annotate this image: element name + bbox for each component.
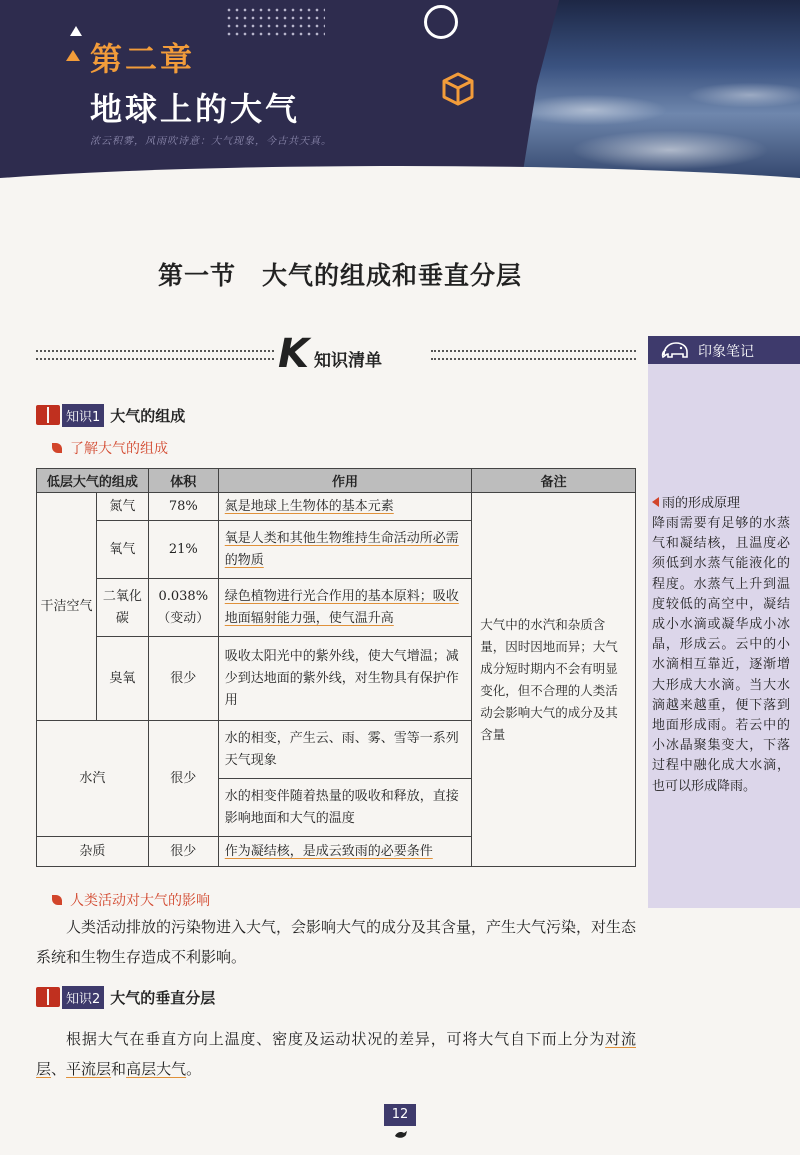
section-name: 大气的组成和垂直分层 [262, 261, 523, 290]
book-icon [36, 405, 60, 425]
knowledge1-header [36, 404, 185, 426]
note-cell: 大气中的水汽和杂质含量，因时因地而异；大气成分短时期内不会有明显变化，但不合理的人类活动会影响大气的成分及其含量 [472, 493, 636, 867]
volume-value: 0.038% [158, 588, 209, 604]
paragraph-text: 根据大气在垂直方向上温度、密度及运动状况的差异，可将大气自下而上分为 [66, 1030, 606, 1048]
header-cell: 低层大气的组成 [37, 469, 149, 493]
effect-cell: 水的相变，产生云、雨、雾、雪等一系列天气现象 [218, 721, 472, 779]
chapter-header [0, 0, 800, 190]
effect-text: 氮是地球上生物体的基本元素 [224, 498, 394, 514]
component-cell: 氧气 [96, 521, 148, 579]
triangle-marker-icon [652, 497, 659, 507]
knowledge1-tag: 知识1 [62, 404, 104, 427]
vertical-layer-paragraph [36, 1024, 636, 1084]
banner-label: 知识清单 [314, 351, 382, 371]
header-cell: 作用 [218, 469, 472, 493]
effect-cell: 水的相变伴随着热量的吸收和释放，直接影响地面和大气的温度 [218, 779, 472, 837]
layer-term: 平流层 [66, 1060, 112, 1078]
banner-letter: K [278, 331, 309, 377]
volume-cell: 很少 [148, 837, 218, 867]
bird-icon [394, 1128, 408, 1140]
page-number: 12 [384, 1104, 416, 1126]
effect-text: 绿色植物进行光合作用的基本原料；吸收地面辐射能力强，使气温升高 [224, 588, 459, 626]
section-title [0, 256, 680, 292]
subheading-text: 人类活动对大气的影响 [70, 893, 210, 909]
human-impact-paragraph: 人类活动排放的污染物进入大气，会影响大气的成分及其含量，产生大气污染，对生态系统和生物生存造成不利影响。 [36, 918, 637, 966]
cube-icon [442, 72, 474, 106]
effect-cell [218, 493, 472, 521]
knowledge2-header [36, 986, 215, 1008]
effect-text: 作为凝结核，是成云致雨的必要条件 [224, 843, 433, 859]
dotted-divider [431, 350, 636, 360]
book-icon [36, 987, 60, 1007]
group-cell: 干洁空气 [37, 493, 97, 721]
chapter-subtitle: 浓云积雾，风雨吹诗意：大气现象，今古共天真。 [90, 136, 332, 147]
atmosphere-composition-table [36, 468, 636, 867]
component-cell: 杂质 [37, 837, 149, 867]
layer-term: 对流层 [36, 1030, 636, 1078]
chapter-number: 第二章 [90, 40, 196, 78]
component-cell: 水汽 [37, 721, 149, 837]
knowledge1-subheading [52, 438, 168, 458]
chapter-title: 地球上的大气 [90, 90, 301, 128]
dotted-divider [36, 350, 274, 360]
component-cell: 臭氧 [96, 637, 148, 721]
component-cell: 氮气 [96, 493, 148, 521]
header-cell: 体积 [148, 469, 218, 493]
volume-cell: 很少 [148, 721, 218, 837]
effect-cell [218, 521, 472, 579]
header-cell: 备注 [472, 469, 636, 493]
component-cell: 二氧化碳 [96, 579, 148, 637]
effect-cell [218, 837, 472, 867]
knowledge1-subheading [52, 890, 210, 910]
volume-cell: 很少 [148, 637, 218, 721]
separator: 。 [186, 1060, 202, 1078]
effect-cell: 吸收太阳光中的紫外线，使大气增温；减少到达地面的紫外线，对生物具有保护作用 [218, 637, 472, 721]
effect-cell [218, 579, 472, 637]
side-note-body: 降雨需要有足够的水蒸气和凝结核，且温度必须低到水蒸气能液化的程度。水蒸气上升到温度较低的高空中，凝结成小水滴或凝华成小冰晶，形成云。云中的小水滴相互靠近，逐渐增大形成大水滴。当大水滴越来越重，便下落到地面形成雨。若云中的小冰晶聚集变大，下落过程中融化成大水滴，也可以形成降雨。 [652, 516, 790, 794]
side-note-header [648, 336, 800, 364]
effect-text: 氧是人类和其他生物维持生命活动所必需的物质 [224, 530, 459, 568]
knowledge2-title: 大气的垂直分层 [110, 988, 216, 1007]
knowledge1-title: 大气的组成 [110, 406, 186, 425]
side-note-header-label: 印象笔记 [698, 344, 754, 360]
separator: 和 [111, 1060, 127, 1078]
knowledge2-tag: 知识2 [62, 986, 104, 1009]
table-row [37, 493, 636, 521]
leaf-icon [52, 443, 62, 453]
side-note-title [652, 492, 740, 511]
volume-note: （变动） [157, 610, 210, 626]
leaf-icon [52, 895, 62, 905]
cloud-sea-photo [520, 0, 800, 190]
volume-cell: 21% [148, 521, 218, 579]
separator: 、 [51, 1060, 67, 1078]
volume-cell: 78% [148, 493, 218, 521]
arrow-icon [66, 50, 80, 61]
subheading-text: 了解大气的组成 [70, 441, 168, 457]
section-number: 第一节 [157, 261, 236, 290]
side-note-title-text: 雨的形成原理 [662, 496, 741, 511]
elephant-icon [660, 339, 692, 361]
triangle-icon [70, 26, 82, 36]
knowledge-list-banner [36, 331, 636, 378]
table-header-row [37, 469, 636, 493]
header-curve [0, 166, 800, 206]
dot-pattern [225, 6, 325, 36]
volume-cell [148, 579, 218, 637]
ring-decoration [424, 5, 458, 39]
layer-term: 高层大气 [126, 1060, 187, 1078]
